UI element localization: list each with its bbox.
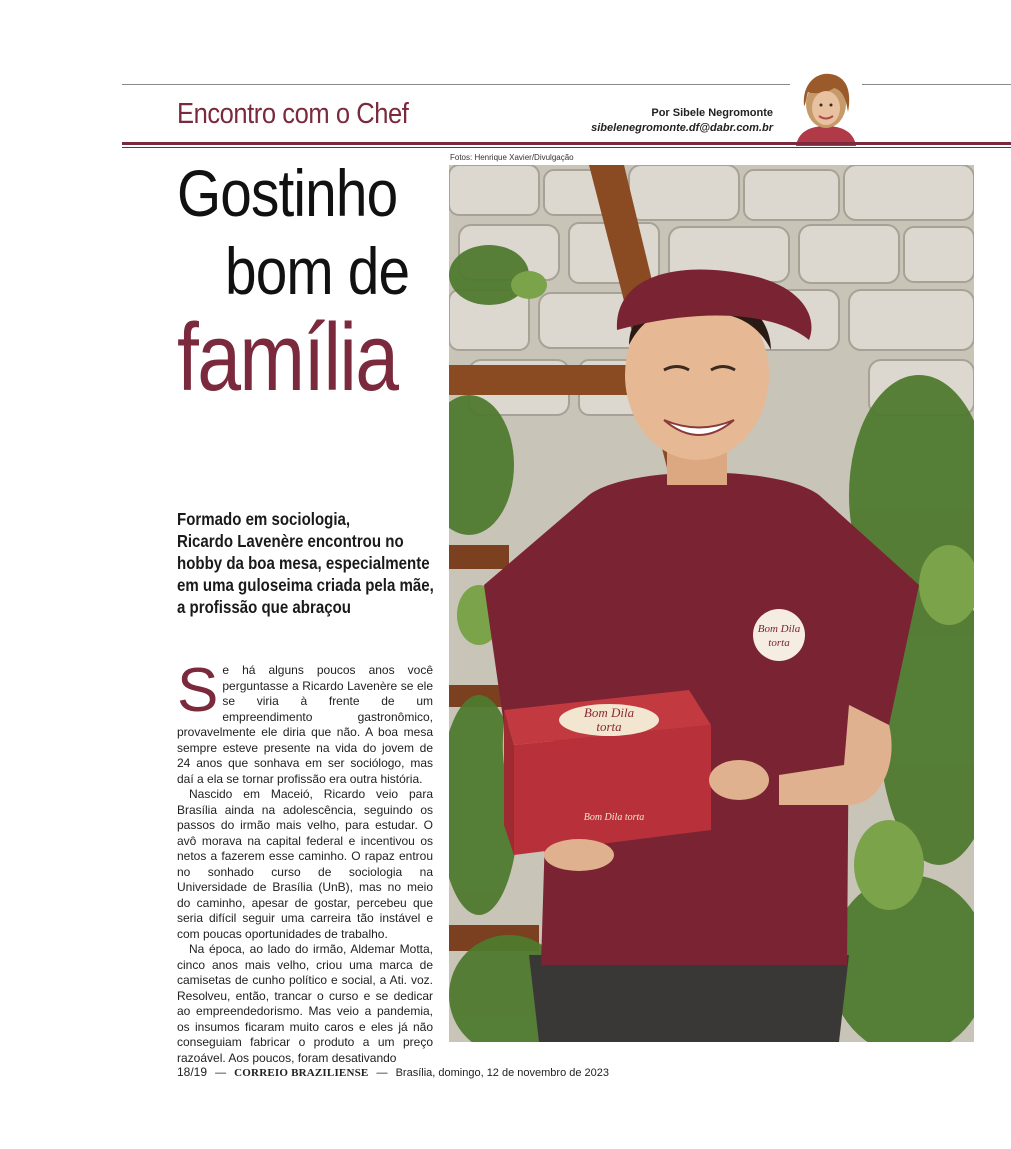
article-paragraph-3: Na época, ao lado do irmão, Aldemar Motta, cinco anos mais velho, criou uma marca de camisetas de cunho político e social, a Ati. voz. Resolveu, então, trancar o curso e se dedicar ao empreendedorismo. Mas veio a pandemia, os insumos ficaram muito caros e eles já não conseguiam fabricar o produto a um preço razoável. Aos poucos, foram desativando: [177, 942, 433, 1065]
subhead-line: a profissão que abraçou: [177, 597, 351, 617]
article-paragraph-2: Nascido em Maceió, Ricardo veio para Brasília ainda na adolescência, seguindo os passos do irmão mais velho, para estudar. O avô morava na capital federal e incentivou os netos a fazerem esse caminho. O rapaz entrou no sonhado curso de sociologia na Universidade de Brasília (UnB), mas no meio do caminho, apesar de gostar, percebeu que seria difícil seguir uma carreira tão instável e com poucas oportunidades de trabalho.: [177, 787, 433, 941]
footer-dash: —: [215, 1067, 227, 1079]
tshirt-logo-text-2: torta: [768, 637, 790, 649]
header-rule-thin: [122, 147, 1011, 148]
headline-line-3: família: [177, 304, 398, 411]
byline: [591, 106, 773, 136]
footer-dash: —: [376, 1067, 388, 1079]
box-logo-text-1: Bom Dila: [583, 705, 635, 720]
page-footer: [177, 1065, 609, 1079]
paragraph-text: e há alguns poucos anos você perguntasse a Ricardo Lavenère se ele se viria à frente de um empreendimento gastronômico, provavelmente ele diria que não. A boa mesa sempre esteve presente na vida do jovem de 24 anos que sonhava em ser sociólogo, mas daí a ela se tornar profissão era outra história.: [177, 663, 433, 786]
subhead-line: Ricardo Lavenère encontrou no: [177, 531, 404, 551]
article-paragraph-1: [177, 656, 433, 787]
drop-cap: S: [177, 656, 219, 725]
top-rule: [122, 84, 1011, 85]
author-portrait: [790, 68, 862, 146]
newspaper-name: CORREIO BRAZILIENSE: [234, 1067, 369, 1079]
subhead-line: Formado em sociologia,: [177, 509, 351, 529]
headline-line-1: Gostinho: [177, 156, 398, 230]
main-photo: [449, 165, 974, 1042]
headline: [177, 156, 437, 411]
dateline: Brasília, domingo, 12 de novembro de 2023: [395, 1067, 610, 1079]
box-side-text: Bom Dila torta: [583, 812, 645, 823]
photo-credit: Fotos: Henrique Xavier/Divulgação: [450, 153, 574, 162]
subhead-line: em uma guloseima criada pela mãe,: [177, 575, 434, 595]
article-body: [177, 656, 433, 1066]
subhead-line: hobby da boa mesa, especialmente: [177, 553, 430, 573]
byline-author: Por Sibele Negromonte: [651, 107, 773, 119]
section-title: Encontro com o Chef: [177, 98, 409, 130]
byline-email[interactable]: sibelenegromonte.df@dabr.com.br: [591, 122, 773, 134]
tshirt-logo-text-1: Bom Dila: [757, 623, 801, 635]
headline-line-2: bom de: [225, 234, 410, 308]
header-rule: [122, 142, 1011, 145]
page-numbers: 18/19: [177, 1065, 208, 1079]
box-logo-text-2: torta: [596, 719, 622, 734]
subhead: [177, 508, 434, 618]
